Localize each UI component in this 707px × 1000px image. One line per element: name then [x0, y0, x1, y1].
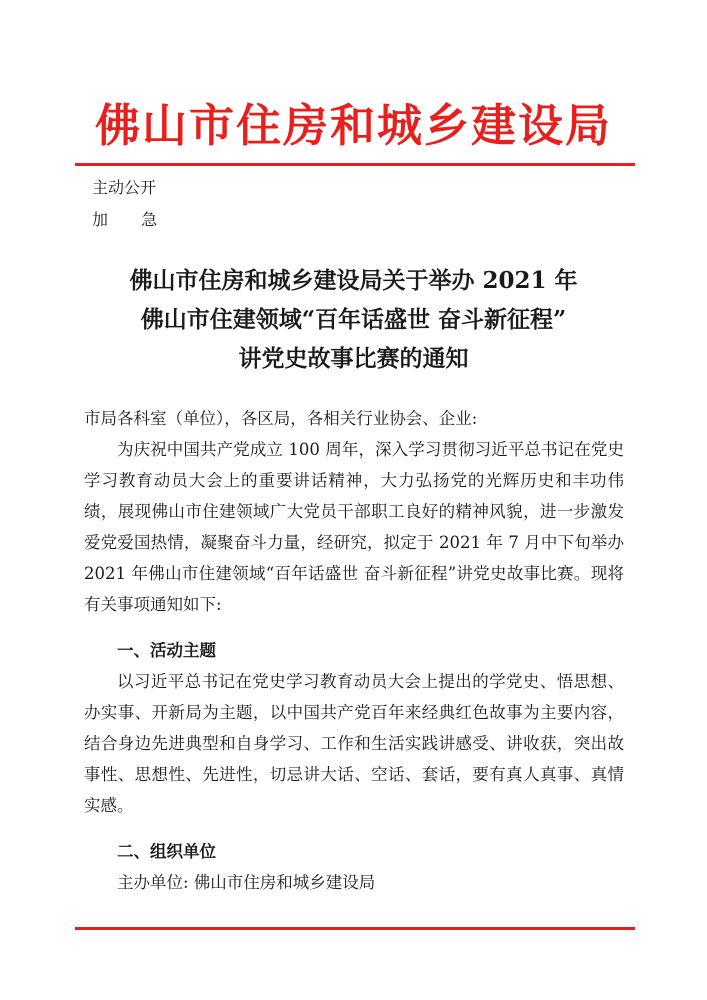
title-line-1: 佛山市住房和城乡建设局关于举办 2021 年	[129, 267, 578, 294]
agency-header: 佛山市住房和城乡建设局	[94, 99, 612, 152]
organizer-line: 主办单位: 佛山市住房和城乡建设局	[117, 873, 376, 892]
section-heading-organizer: 二、组织单位	[117, 842, 216, 861]
title-line-3: 讲党史故事比赛的通知	[238, 345, 469, 372]
footer-divider	[75, 927, 635, 930]
document-title	[60, 261, 647, 378]
urgency-label: 加 急	[92, 210, 172, 229]
header-divider	[75, 163, 635, 166]
section-heading-theme: 一、活动主题	[117, 641, 216, 660]
header-divider-line	[75, 163, 635, 166]
salutation: 市局各科室（单位），各区局，各相关行业协会、企业:	[84, 409, 478, 428]
body-paragraph-1: 为庆祝中国共产党成立 100 周年，深入学习贯彻习近平总书记在党史学习教育动员大会上的重要讲话精神，大力弘扬党的光辉历史和丰功伟绩，展现佛山市住建领域广大党员干部职工良好的精神风貌，进一步激发爱党爱国热情，凝聚奋斗力量，经研究，拟定于 2021 年 7 月中下旬举办 2021 年佛山市住建领域“百年话盛世 奋斗新征程”讲党史故事比赛。现将有关事项通知如下:	[84, 440, 624, 614]
body-paragraph-2: 以习近平总书记在党史学习教育动员大会上提出的学党史、悟思想、办实事、开新局为主题，以中国共产党百年来经典红色故事为主要内容，结合身边先进典型和自身学习、工作和生活实践讲感受、讲收获，突出故事性、思想性、先进性，切忌讲大话、空话、套话，要有真人真事、真情实感。	[84, 672, 624, 815]
title-line-2: 佛山市住建领域“百年话盛世 奋斗新征程”	[140, 306, 567, 333]
disclosure-label: 主动公开	[92, 178, 157, 197]
footer-divider-line	[75, 927, 635, 930]
